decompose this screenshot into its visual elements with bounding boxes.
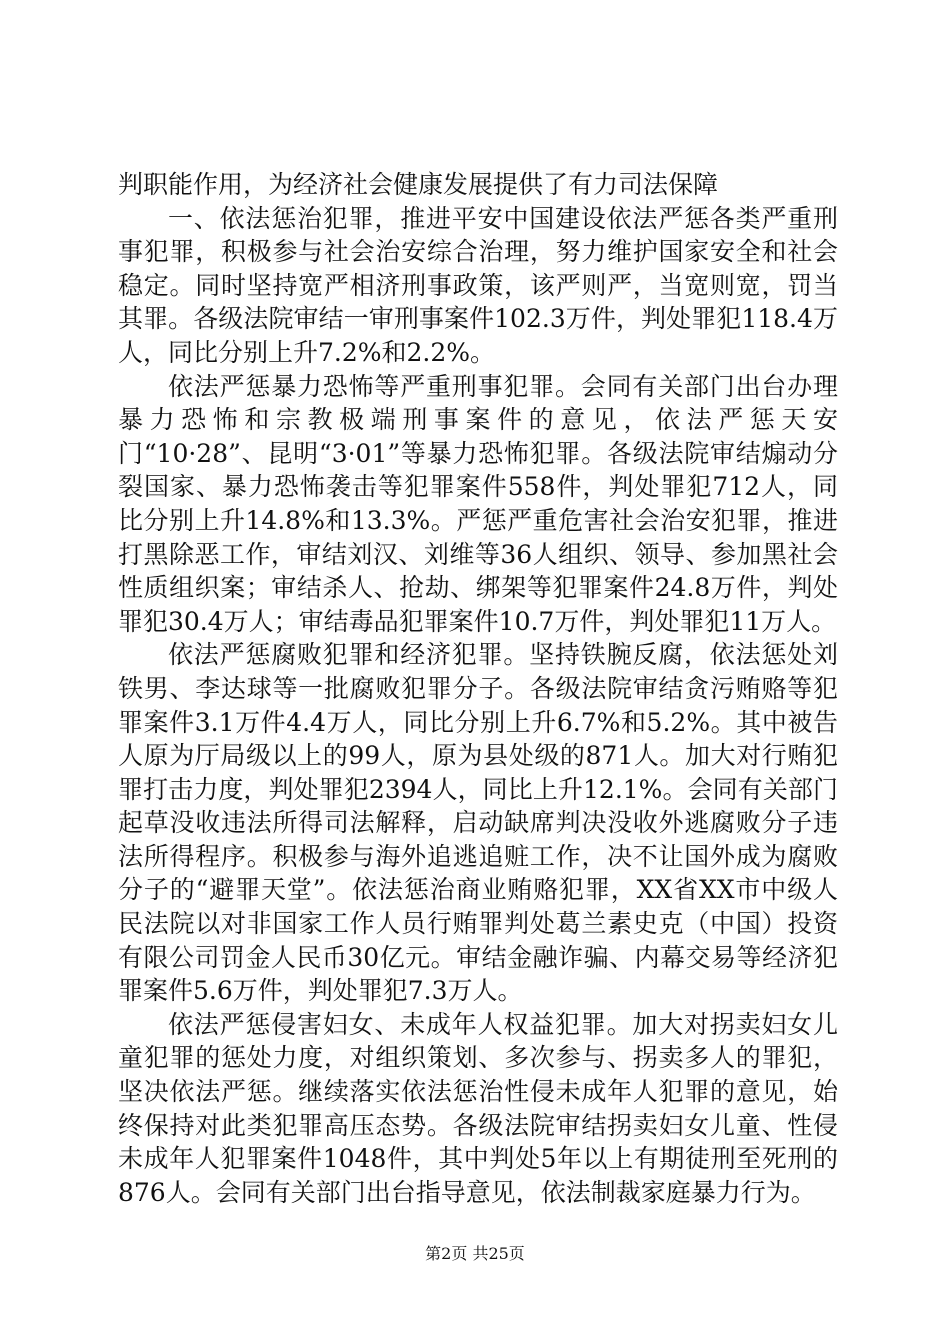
paragraph-3: 依法严惩暴力恐怖等严重刑事犯罪。会同有关部门出台办理暴力恐怖和宗教极端刑事案件的意见，依法严惩天安门“10·28”、昆明“3·01”等暴力恐怖犯罪。各级法院审结煽动分裂国家、暴力恐怖袭击等犯罪案件558件，判处罪犯712人，同比分别上升14.8%和13.3%。严惩严重危害社会治安犯罪，推进打黑除恶工作，审结刘汉、刘维等36人组织、领导、参加黑社会性质组织案；审结杀人、抢劫、绑架等犯罪案件24.8万件，判处罪犯30.4万人；审结毒品犯罪案件10.7万件，判处罪犯11万人。 xyxy=(118,371,838,636)
paragraph-5: 依法严惩侵害妇女、未成年人权益犯罪。加大对拐卖妇女儿童犯罪的惩处力度，对组织策划、多次参与、拐卖多人的罪犯，坚决依法严惩。继续落实依法惩治性侵未成年人犯罪的意见，始终保持对此类犯罪高压态势。各级法院审结拐卖妇女儿童、性侵未成年人犯罪案件1048件，其中判处5年以上有期徒刑至死刑的876人。会同有关部门出台指导意见，依法制裁家庭暴力行为。 xyxy=(118,1009,838,1207)
paragraph-4: 依法严惩腐败犯罪和经济犯罪。坚持铁腕反腐，依法惩处刘铁男、李达球等一批腐败犯罪分子。各级法院审结贪污贿赂等犯罪案件3.1万件4.4万人，同比分别上升6.7%和5.2%。其中被告人原为厅局级以上的99人，原为县处级的871人。加大对行贿犯罪打击力度，判处罪犯2394人，同比上升12.1%。会同有关部门起草没收违法所得司法解释，启动缺席判决没收外逃腐败分子违法所得程序。积极参与海外追逃追赃工作，决不让国外成为腐败分子的“避罪天堂”。依法惩治商业贿赂犯罪，XX省XX市中级人民法院以对非国家工作人员行贿罪判处葛兰素史克（中国）投资有限公司罚金人民币30亿元。审结金融诈骗、内幕交易等经济犯罪案件5.6万件，判处罪犯7.3万人。 xyxy=(118,640,838,1006)
page-number-footer: 第2页 共25页 xyxy=(425,1244,525,1263)
paragraph-1: 判职能作用，为经济社会健康发展提供了有力司法保障 xyxy=(118,170,719,199)
paragraph-2: 一、依法惩治犯罪，推进平安中国建设依法严惩各类严重刑事犯罪，积极参与社会治安综合治理，努力维护国家安全和社会稳定。同时坚持宽严相济刑事政策，该严则严，当宽则宽，罚当其罪。各级法院审结一审刑事案件102.3万件，判处罪犯118.4万人，同比分别上升7.2%和2.2%。 xyxy=(118,203,838,367)
document-body xyxy=(118,168,838,1209)
